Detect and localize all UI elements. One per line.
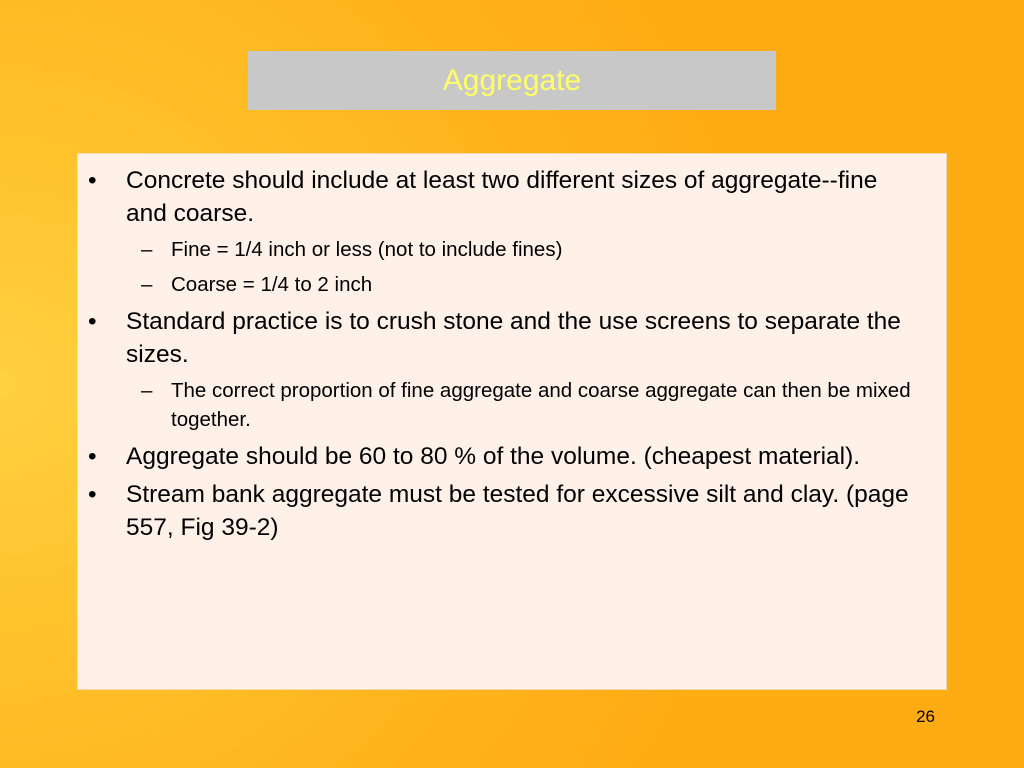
sub-bullet-text: The correct proportion of fine aggregate and coarse aggregate can then be mixed together. (171, 379, 911, 431)
bullet-marker: • (88, 443, 97, 470)
bullet-text: Aggregate should be 60 to 80 % of the volume. (cheapest material). (126, 443, 861, 470)
bullet-item (78, 478, 946, 544)
bullet-list (78, 164, 946, 549)
dash-marker: – (141, 273, 153, 296)
bullet-item (78, 305, 946, 371)
dash-marker: – (141, 238, 153, 261)
dash-marker: – (141, 379, 153, 402)
bullet-text: Stream bank aggregate must be tested for excessive silt and clay. (page 557, Fig 39-2) (126, 481, 909, 541)
bullet-item (78, 440, 946, 473)
bullet-item (78, 164, 946, 230)
sub-bullet-text: Coarse = 1/4 to 2 inch (171, 273, 373, 296)
bullet-text: Concrete should include at least two different sizes of aggregate--fine and coarse. (126, 167, 878, 227)
sub-bullet-item (78, 235, 946, 264)
bullet-marker: • (88, 481, 97, 508)
bullet-text: Standard practice is to crush stone and the use screens to separate the sizes. (126, 308, 901, 368)
sub-bullet-item (78, 270, 946, 299)
slide-title: Aggregate (442, 63, 582, 97)
sub-bullet-item (78, 376, 946, 434)
bullet-marker: • (88, 167, 97, 194)
slide-title-box (248, 51, 776, 110)
bullet-marker: • (88, 308, 97, 335)
sub-bullet-text: Fine = 1/4 inch or less (not to include fines) (171, 238, 563, 261)
page-number: 26 (916, 707, 935, 726)
slide-content-box (77, 153, 947, 690)
